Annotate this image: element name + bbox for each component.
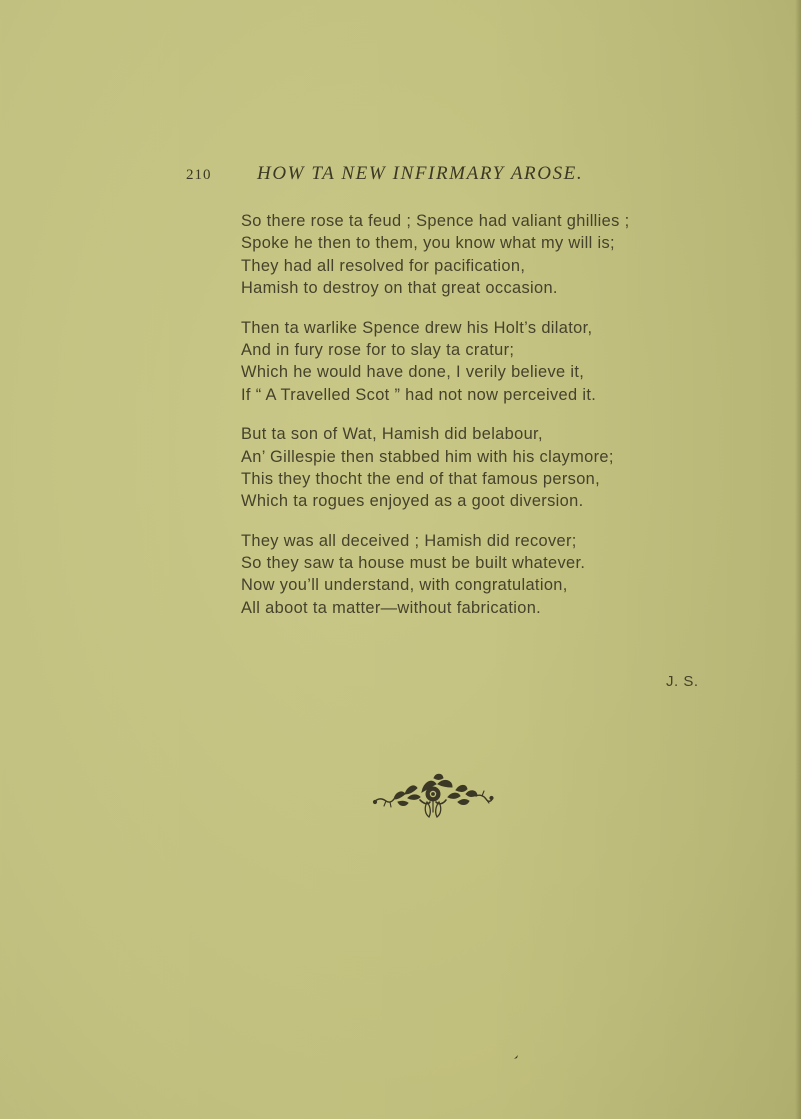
page-number: 210: [186, 167, 212, 183]
poem-line: Then ta warlike Spence drew his Holt’s dilator,: [241, 318, 593, 337]
paper-speck: [513, 1054, 519, 1060]
poem-line: Spoke he then to them, you know what my will is;: [241, 234, 615, 253]
poem-line: So they saw ta house must be built whatever.: [241, 554, 586, 573]
poem-line: Which he would have done, I verily believe it,: [241, 363, 585, 382]
poem: [241, 210, 711, 636]
author-signature: J. S.: [666, 673, 699, 690]
stanza: [241, 210, 711, 300]
poem-line: And in fury rose for to slay ta cratur;: [241, 340, 515, 359]
stanza: [241, 530, 711, 620]
poem-line: An’ Gillespie then stabbed him with his claymore;: [241, 447, 614, 466]
poem-line: If “ A Travelled Scot ” had not now perceived it.: [241, 385, 597, 404]
poem-line: But ta son of Wat, Hamish did belabour,: [241, 425, 543, 444]
poem-line: They had all resolved for pacification,: [241, 256, 526, 275]
stanza: [241, 423, 711, 513]
floral-tailpiece-icon: [372, 772, 494, 820]
stanza: [241, 317, 711, 407]
poem-line: So there rose ta feud ; Spence had valiant ghillies ;: [241, 212, 630, 230]
poem-line: Now you’ll understand, with congratulation,: [241, 576, 568, 595]
running-title: HOW TA NEW INFIRMARY AROSE.: [257, 163, 584, 184]
poem-line: This they thocht the end of that famous person,: [241, 469, 601, 488]
page-header: [0, 163, 801, 193]
poem-line: All aboot ta matter—without fabrication.: [241, 598, 542, 617]
poem-line: Hamish to destroy on that great occasion.: [241, 279, 558, 298]
poem-line: Which ta rogues enjoyed as a goot diversion.: [241, 492, 584, 511]
poem-line: They was all deceived ; Hamish did recover;: [241, 531, 577, 550]
